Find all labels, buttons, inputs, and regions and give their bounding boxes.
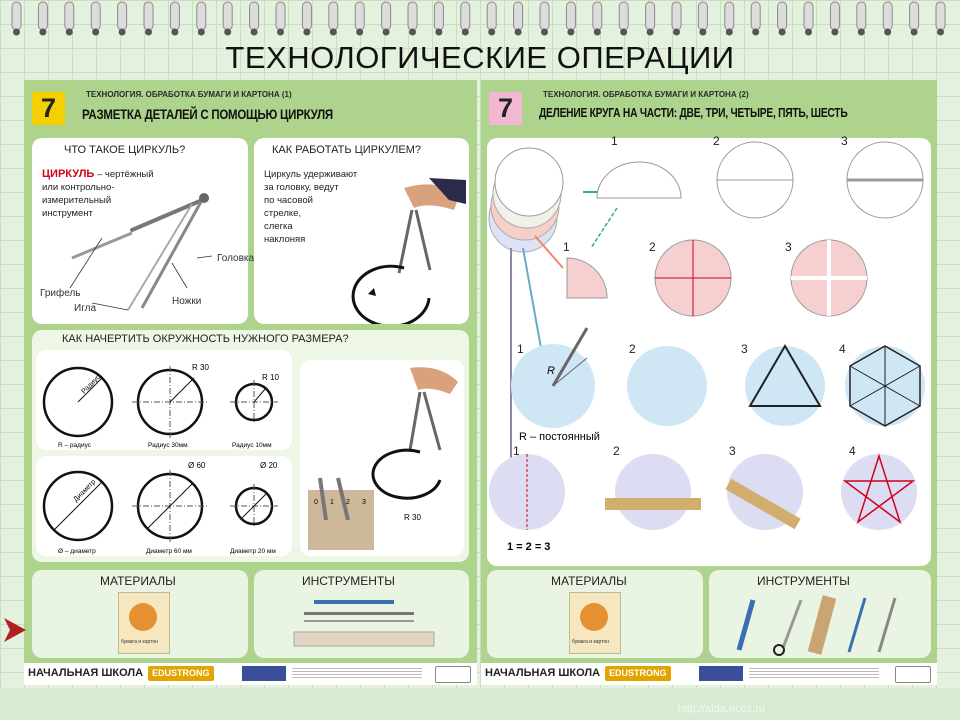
radius-word: Радиус — [80, 374, 102, 396]
spiral-ring — [830, 2, 839, 30]
poster-footer — [481, 663, 937, 685]
spiral-hole — [726, 29, 733, 36]
compass-r30-label: R 30 — [404, 513, 421, 522]
measure-radius-panel — [300, 360, 464, 556]
book-caption: бумага и картон — [121, 639, 159, 645]
spiral-ring — [672, 2, 681, 30]
r30-label: R 30 — [192, 363, 209, 372]
label-needle: Игла — [74, 303, 97, 314]
poster-title: ДЕЛЕНИЕ КРУГА НА ЧАСТИ: ДВЕ, ТРИ, ЧЕТЫРЕ, ПЯТЬ, ШЕСТЬ — [539, 106, 848, 120]
spiral-hole — [752, 29, 759, 36]
spiral-hole — [673, 29, 680, 36]
label-legs: Ножки — [172, 296, 202, 307]
equal-parts-equation: 1 = 2 = 3 — [507, 541, 551, 553]
caption-d20: Диаметр 20 мм — [230, 548, 276, 555]
instruction-line: по часовой — [264, 195, 313, 206]
spiral-ring — [355, 2, 364, 30]
spiral-hole — [594, 29, 601, 36]
instruction-line: слегка — [264, 221, 293, 232]
ruler-tick: 1 — [330, 499, 334, 506]
footer-brand: НАЧАЛЬНАЯ ШКОЛА — [485, 667, 601, 679]
step-label: 3 — [841, 134, 848, 148]
spiral-ring — [646, 2, 655, 30]
step-label: 2 — [629, 342, 636, 356]
right-poster — [481, 80, 937, 685]
spiral-hole — [303, 29, 310, 36]
spiral-hole — [620, 29, 627, 36]
spiral-hole — [277, 29, 284, 36]
step-label: 2 — [649, 240, 656, 254]
spiral-ring — [65, 2, 74, 30]
footer-logo: EDUSTRONG — [605, 666, 671, 681]
spiral-ring — [91, 2, 100, 30]
tools-heading: ИНСТРУМЕНТЫ — [302, 574, 395, 588]
ruler-tick: 2 — [346, 499, 350, 506]
spiral-binding — [0, 0, 960, 40]
spiral-ring — [936, 2, 945, 30]
spiral-hole — [488, 29, 495, 36]
compass-on-ruler-illustration — [300, 360, 464, 556]
step-label: 1 — [611, 134, 618, 148]
spiral-hole — [911, 29, 918, 36]
diameter-word: Диаметр — [72, 478, 98, 504]
watermark: http://aida.ucoz.ru — [677, 703, 765, 715]
spiral-hole — [251, 29, 258, 36]
book-caption: бумага и картон — [572, 639, 610, 645]
caption-diameter: Ø – диаметр — [58, 548, 96, 555]
spiral-ring — [461, 2, 470, 30]
spiral-ring — [38, 2, 47, 30]
panel-heading: ЧТО ТАКОЕ ЦИРКУЛЬ? — [64, 144, 186, 156]
spiral-ring — [223, 2, 232, 30]
left-poster-header — [24, 80, 477, 128]
how-to-work-panel — [254, 138, 469, 324]
footer-fine-print — [749, 668, 879, 680]
radius-constant-text: R – постоянный — [519, 431, 600, 443]
panel-heading: КАК НАЧЕРТИТЬ ОКРУЖНОСТЬ НУЖНОГО РАЗМЕРА? — [62, 333, 349, 345]
spiral-hole — [515, 29, 522, 36]
materials-panel — [32, 570, 248, 658]
tools-illustration — [254, 570, 469, 658]
spiral-ring — [144, 2, 153, 30]
spiral-ring — [910, 2, 919, 30]
what-is-compass-panel — [32, 138, 255, 324]
spiral-hole — [567, 29, 574, 36]
spiral-hole — [884, 29, 891, 36]
tools-panel — [709, 570, 931, 658]
spiral-hole — [39, 29, 46, 36]
spiral-hole — [92, 29, 99, 36]
spiral-hole — [145, 29, 152, 36]
instruction-line: стрелке, — [264, 208, 302, 219]
term-compass: ЦИРКУЛЬ — [42, 168, 95, 180]
spiral-hole — [699, 29, 706, 36]
spiral-ring — [566, 2, 575, 30]
spiral-ring — [197, 2, 206, 30]
spiral-ring — [778, 2, 787, 30]
spiral-hole — [435, 29, 442, 36]
r10-label: R 10 — [262, 373, 279, 382]
poster-number-badge: 7 — [489, 92, 522, 125]
step-label: 3 — [741, 342, 748, 356]
def-line: измерительный — [42, 195, 112, 206]
def-line: или контрольно- — [42, 182, 115, 193]
spiral-hole — [356, 29, 363, 36]
caption-r30: Радиус 30мм — [148, 442, 188, 449]
radius-letter: R — [547, 365, 555, 377]
spiral-hole — [541, 29, 548, 36]
spiral-hole — [805, 29, 812, 36]
step-label: 1 — [517, 342, 524, 356]
spiral-hole — [831, 29, 838, 36]
spiral-hole — [858, 29, 865, 36]
instruction-line: Циркуль удерживают — [264, 169, 358, 180]
spiral-ring — [725, 2, 734, 30]
circle-division-diagram — [487, 138, 931, 566]
spiral-ring — [698, 2, 707, 30]
publisher-logo — [242, 666, 286, 681]
spiral-ring — [118, 2, 127, 30]
arrow-pointer-icon — [0, 612, 30, 648]
poster-title: РАЗМЕТКА ДЕТАЛЕЙ С ПОМОЩЬЮ ЦИРКУЛЯ — [82, 106, 333, 122]
poster-footer — [24, 663, 477, 685]
spiral-ring — [751, 2, 760, 30]
spiral-ring — [434, 2, 443, 30]
spiral-hole — [647, 29, 654, 36]
spiral-hole — [66, 29, 73, 36]
poster-subtitle: ТЕХНОЛОГИЯ. ОБРАБОТКА БУМАГИ И КАРТОНА (2) — [543, 90, 749, 99]
diameter-circles — [36, 456, 292, 556]
instruction-line: за головку, ведут — [264, 182, 339, 193]
bottom-grid-strip — [0, 688, 960, 720]
footer-badge — [435, 666, 471, 683]
spiral-ring — [12, 2, 21, 30]
materials-panel — [487, 570, 703, 658]
circle-division-panel — [487, 134, 931, 566]
spiral-hole — [462, 29, 469, 36]
radius-examples — [36, 350, 292, 450]
spiral-ring — [408, 2, 417, 30]
caption-r10: Радиус 10мм — [232, 442, 272, 449]
tools-panel — [254, 570, 469, 658]
spiral-hole — [330, 29, 337, 36]
spiral-ring — [514, 2, 523, 30]
spiral-hole — [13, 29, 20, 36]
spiral-ring — [302, 2, 311, 30]
step-label: 2 — [713, 134, 720, 148]
def-line: инструмент — [42, 208, 93, 219]
d60-label: Ø 60 — [188, 461, 206, 470]
paper-book-icon — [118, 592, 170, 654]
spiral-hole — [198, 29, 205, 36]
spiral-hole — [937, 29, 944, 36]
spiral-hole — [171, 29, 178, 36]
step-label: 3 — [729, 444, 736, 458]
spiral-hole — [119, 29, 126, 36]
footer-brand: НАЧАЛЬНАЯ ШКОЛА — [28, 667, 144, 679]
spiral-ring — [804, 2, 813, 30]
materials-heading: МАТЕРИАЛЫ — [551, 574, 627, 588]
poster-number-badge: 7 — [32, 92, 65, 125]
step-label: 4 — [839, 342, 846, 356]
right-poster-header — [481, 80, 937, 128]
label-lead: Грифель — [40, 288, 81, 299]
footer-fine-print — [292, 668, 422, 680]
step-label: 1 — [513, 444, 520, 458]
draw-circle-panel — [32, 330, 469, 562]
spiral-hole — [383, 29, 390, 36]
diameter-examples — [36, 456, 292, 556]
radius-circles — [36, 350, 292, 450]
step-label: 3 — [785, 240, 792, 254]
paper-book-icon — [569, 592, 621, 654]
tools-heading: ИНСТРУМЕНТЫ — [757, 574, 850, 588]
left-poster — [24, 80, 477, 685]
panel-heading: КАК РАБОТАТЬ ЦИРКУЛЕМ? — [272, 144, 421, 156]
page-title: ТЕХНОЛОГИЧЕСКИЕ ОПЕРАЦИИ — [225, 40, 735, 75]
spiral-ring — [276, 2, 285, 30]
spiral-hole — [779, 29, 786, 36]
spiral-ring — [487, 2, 496, 30]
label-head: Головка — [217, 253, 255, 264]
tools-illustration — [709, 570, 931, 658]
spiral-ring — [857, 2, 866, 30]
spiral-ring — [382, 2, 391, 30]
spiral-ring — [619, 2, 628, 30]
spiral-hole — [409, 29, 416, 36]
step-label: 2 — [613, 444, 620, 458]
d20-label: Ø 20 — [260, 461, 278, 470]
spiral-ring — [329, 2, 338, 30]
instruction-line: наклоняя — [264, 234, 306, 245]
footer-logo: EDUSTRONG — [148, 666, 214, 681]
spiral-ring — [170, 2, 179, 30]
spiral-ring — [250, 2, 259, 30]
materials-heading: МАТЕРИАЛЫ — [100, 574, 176, 588]
ruler-tick: 3 — [362, 499, 366, 506]
spiral-hole — [224, 29, 231, 36]
caption-d60: Диаметр 60 мм — [146, 548, 192, 555]
spiral-ring — [883, 2, 892, 30]
def-line: – чертёжный — [96, 169, 154, 180]
step-label: 1 — [563, 240, 570, 254]
hand-with-compass-illustration — [254, 138, 469, 324]
spiral-ring — [540, 2, 549, 30]
publisher-logo — [699, 666, 743, 681]
ruler-tick: 0 — [314, 499, 318, 506]
footer-badge — [895, 666, 931, 683]
spiral-ring — [593, 2, 602, 30]
poster-subtitle: ТЕХНОЛОГИЯ. ОБРАБОТКА БУМАГИ И КАРТОНА (1) — [86, 90, 292, 99]
step-label: 4 — [849, 444, 856, 458]
caption-radius: R – радиус — [58, 442, 92, 449]
